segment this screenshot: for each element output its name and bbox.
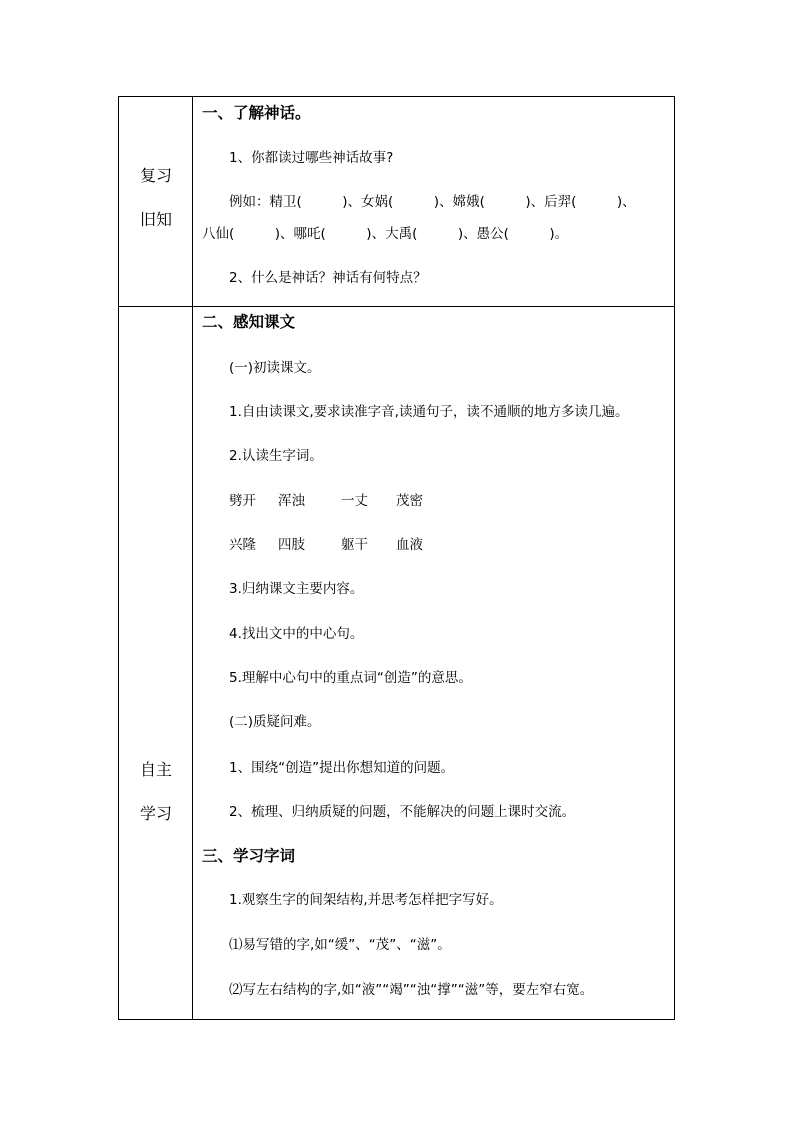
self-study-content-cell	[194, 307, 674, 1019]
text-line: 1.观察生字的间架结构,并思考怎样把字写好。	[229, 892, 503, 908]
review-content-cell	[194, 97, 674, 306]
text-line: 4.找出文中的中心句。	[229, 626, 364, 642]
vocab-word: 兴隆	[229, 537, 256, 553]
text-line: 5.理解中心句中的重点词“创造”的意思。	[229, 670, 472, 686]
text-line: 2.认读生字词。	[229, 448, 323, 464]
vocab-word: 茂密	[396, 493, 423, 509]
text-line: 1.自由读课文,要求读准字音,读通句子，读不通顺的地方多读几遍。	[229, 404, 629, 420]
section-heading: 一、了解神话。	[202, 104, 311, 122]
vocab-word: 一丈	[341, 493, 368, 509]
subsection-heading: (二)质疑问难。	[229, 714, 321, 730]
review-label-line2: 旧知	[139, 210, 172, 229]
text-line: 八仙( )、哪吒( )、大禹( )、愚公( )。	[202, 226, 569, 242]
subsection-heading: (一)初读课文。	[229, 360, 321, 376]
review-row	[119, 97, 674, 307]
section-heading: 二、感知课文	[202, 313, 296, 331]
vocab-word: 四肢	[278, 537, 305, 553]
vocab-word: 躯干	[341, 537, 368, 553]
vocab-word: 劈开	[229, 493, 256, 509]
text-line: 例如：精卫( )、女娲( )、嫦娥( )、后羿( )、	[229, 194, 636, 210]
text-line: 2、什么是神话？神话有何特点？	[229, 270, 427, 286]
self-study-label-line2: 学习	[139, 804, 172, 823]
vocab-word: 浑浊	[278, 493, 305, 509]
text-line: 2、梳理、归纳质疑的问题，不能解决的问题上课时交流。	[229, 804, 576, 820]
self-study-row	[119, 307, 674, 1019]
section-heading: 三、学习字词	[202, 847, 296, 865]
text-line: 3.归纳课文主要内容。	[229, 581, 364, 597]
text-line: 1、你都读过哪些神话故事?	[229, 150, 394, 166]
text-line: ⑴易写错的字,如“缓”、“茂”、“滋”。	[229, 937, 451, 953]
self-study-label-cell	[119, 307, 193, 1019]
review-label-cell	[119, 97, 193, 306]
lesson-table	[118, 96, 675, 1020]
self-study-label-line1: 自主	[139, 760, 172, 779]
text-line: ⑵写左右结构的字,如“液”“竭”“浊“撑”“滋”等，要左窄右宽。	[229, 982, 594, 998]
text-line: 1、围绕“创造”提出你想知道的问题。	[229, 760, 455, 776]
vocab-word: 血液	[396, 537, 423, 553]
review-label-line1: 复习	[139, 166, 172, 185]
